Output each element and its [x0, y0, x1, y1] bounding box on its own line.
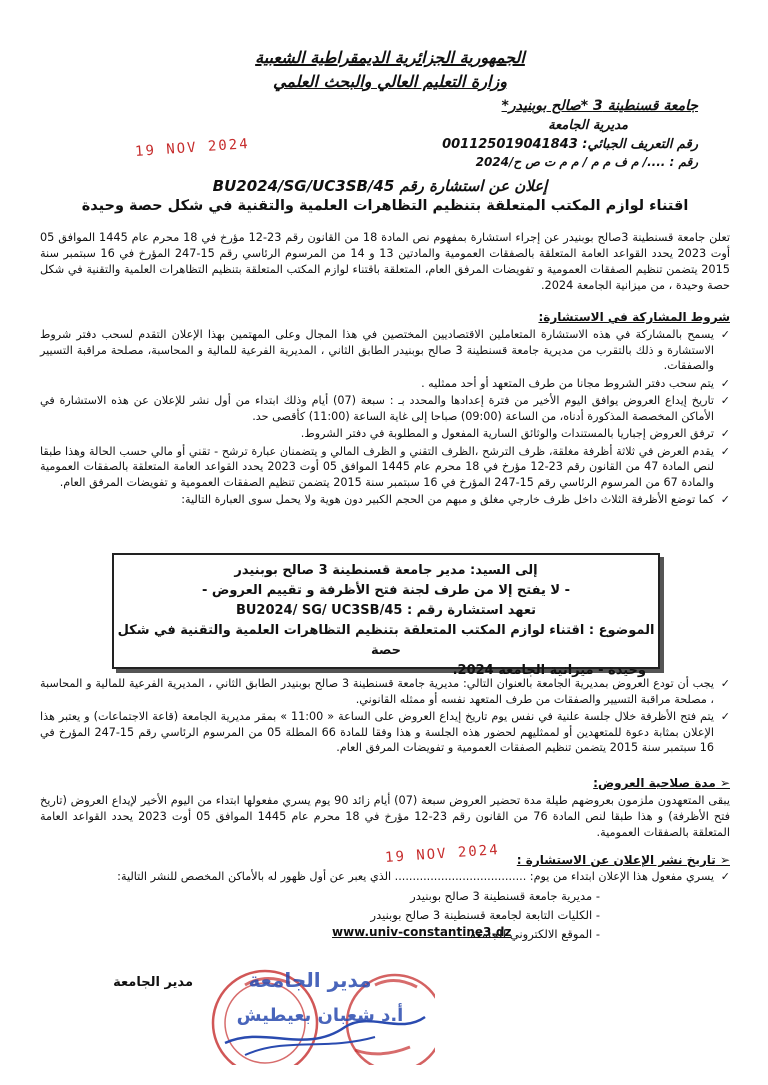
publication-place: - الكليات التابعة لجامعة قسنطينة 3 صالح بوبنيدر	[370, 907, 600, 922]
publication-places	[40, 887, 600, 944]
publication-text: ✓ يسري مفعول هذا الإعلان ابتداء من يوم: ..................................... الذي يعبر عن أول ظهور له بالأماكن المخصص للنشر التالية:	[117, 870, 730, 883]
seal-icon	[205, 955, 435, 1065]
republic-header: الجمهورية الجزائرية الديمقراطية الشعبية	[255, 48, 525, 67]
check-icon: ✓	[720, 376, 730, 390]
svg-text:أ.د شعبان بعيطيش: أ.د شعبان بعيطيش	[236, 1005, 404, 1026]
publication-place: - مديرية جامعة قسنطينة 3 صالح بوبنيدر	[410, 888, 600, 903]
official-stamp-signature	[205, 955, 435, 1065]
university-name: جامعة قسنطينة 3 *صالح بوبنيدر*	[501, 98, 698, 114]
envelope-subject-cont: وحيدة - ميزانية الجامعة 2024.	[452, 663, 646, 678]
envelope-subject: الموضوع : اقتناء لوازم المكتب المتعلقة بتنظيم التظاهرات العلمية والتقنية في شكل حصة	[117, 623, 655, 658]
deposit-section	[40, 676, 730, 758]
envelope-label-box	[112, 553, 660, 678]
deposit-item: ✓ يتم فتح الأظرفة خلال جلسة علنية في نفس يوم تاريخ إيداع العروض على الساعة « 11:00 » بمقر مديرية الجامعة (قاعة الاجتماعات) و يعتبر هذا الإعلان بمثابة دعوة للمتعهدين أو لممثليهم لحضور هذه الجلسة و هذا وفقا للمادة 66 المطلة 05 من المرسوم الرئاسي رقم 15-247 المؤرخ في 16 سبتمبر سنة 2015 يتضمن تنظيم الصفقات العمومية و تفويضات المرفق العام.	[40, 710, 730, 754]
check-icon: ✓	[720, 394, 730, 407]
arrow-icon: ➢	[715, 776, 730, 790]
check-icon: ✓	[720, 710, 730, 723]
date-stamp-top: 19 NOV 2024	[134, 136, 251, 160]
condition-item: ✓ كما توضع الأظرفة الثلاث داخل ظرف خارجي مغلق و مبهم من الحجم الكبير دون هوية ولا يحمل سوى العبارة التالية:	[181, 493, 730, 506]
tax-id: رقم التعريف الجبائي: 001125019041843	[442, 137, 698, 152]
condition-item: ✓ يسمح بالمشاركة في هذه الاستشارة المتعاملين الاقتصاديين المختصين في هذا المجال وعلى المهتمين بهذا الإعلان التقدم لسحب دفتر شروط الاستشارة و ذلك بالتقرب من مديرية جامعة قسنطينة 3 صالح بوبنيدر الطابق الثاني ، المديرية الفرعية للمالية و المحاسبة، مصلحة مراقبة التسيير والصفقات.	[40, 328, 730, 372]
conditions-heading: شروط المشاركة في الاستشارة:	[538, 310, 730, 324]
signature-label: مدير الجامعة	[113, 975, 193, 990]
validity-text: يبقى المتعهدون ملزمون بعروضهم طيلة مدة تحضير العروض سبعة (07) أيام زائد 90 يوم يسري مفعولها ابتداء من اليوم الأخير لإيداع العروض (تاريخ فتح الأظرفة) و هذا طبقا لنص المادة 76 من القانون رقم 23-12 مؤرخ في 18 محرم عام 1445 الموافق 05 أوت 2023 يحدد القواعد العامة المتعلقة بالصفقات العمومية.	[40, 794, 731, 839]
intro-paragraph: تعلن جامعة قسنطينة 3صالح بوبنيدر عن إجراء استشارة بمفهوم نص المادة 18 من القانون رقم 23-12 مؤرخ في 18 محرم عام 1445 الموافق 05 أوت 2023 يحدد القواعد العامة المتعلقة بالصفقات العمومية والمادتين 13 و 14 من المرسوم الرئاسي رقم 15-247 المؤرخ في 16 سبتمبر سنة 2015 يتضمن تنظيم الصفقات العمومية و تفويضات المرفق العام، المتعلقة باقتناء لوازم المكتب المتعلقة بتنظيم التظاهرات العلمية والتقنية في شكل حصة وحيدة ، من ميزانية الجامعة 2024.	[40, 231, 731, 292]
envelope-addressee: إلى السيد: مدير جامعة قسنطينة 3 صالح بوبنيدر	[234, 563, 538, 578]
ministry-header: وزارة التعليم العالي والبحث العلمي	[273, 72, 507, 91]
check-icon: ✓	[720, 427, 730, 440]
envelope-warning: - لا يفتح إلا من طرف لجنة فتح الأظرفة و تقييم العروض -	[202, 583, 570, 598]
arrow-icon: ➢	[715, 853, 730, 867]
university-website-link[interactable]: www.univ-constantine3.dz	[332, 925, 512, 939]
check-icon: ✓	[720, 677, 730, 690]
reference-number: رقم : ..../ م ف م م / م م ت ص ح/2024	[475, 155, 698, 169]
condition-item: ✓ يقدم العرض في ثلاثة أظرفة مغلقة، ظرف الترشح ،الظرف التقني و الظرف المالي و يتضمنان عبارة ترشح - تقني أو مالي حسب الحالة وهذا طبقا لنص المادة 47 من القانون رقم 23-12 مؤرخ في 18 محرم عام 1445 الموافق 05 أوت 2023 يحدد القواعد العامة المتعلقة بالصفقات العمومية والمادة 67 من المرسوم الرئاسي رقم 15-247 المؤرخ في 16 سبتمبر سنة 2015 يتضمن تنظيم الصفقات العمومية و تفويضات المرفق العام.	[40, 444, 730, 489]
directorate-name: مديرية الجامعة	[548, 118, 628, 133]
deposit-list	[40, 676, 730, 756]
validity-section	[40, 776, 730, 841]
announcement-title: إعلان عن استشارة رقم BU2024/SG/UC3SB/45	[212, 177, 548, 195]
announcement-subject: اقتناء لوازم المكتب المتعلقة بتنظيم التظاهرات العلمية والتقنية في شكل حصة وحيدة	[81, 198, 689, 214]
condition-item: ✓ تاريخ إيداع العروض يوافق اليوم الأخير من فترة إعدادها والمحدد بـ : سبعة (07) أيام وذلك ابتداء من أول نشر للإعلان عن هذه الاستشارة في الأماكن المخصصة المذكورة أدناه، من الساعة (09:00) صباحا إلى غاية الساعة (11:00) كأقصى حد.	[40, 394, 730, 423]
check-icon: ✓	[720, 328, 730, 341]
envelope-reference: تعهد استشارة رقم : BU2024/ SG/ UC3SB/45	[235, 603, 537, 618]
check-icon: ✓	[720, 493, 730, 506]
deposit-item: ✓ يجب أن تودع العروض بمديرية الجامعة بالعنوان التالي: مديرية جامعة قسنطينة 3 صالح بوبنيدر الطابق الثاني ، المديرية الفرعية للمالية و المحاسبة ، مصلحة مراقبة التسيير والصفقات من طرف المتعهد نفسه أو ممثله القانوني.	[40, 677, 730, 706]
check-icon: ✓	[720, 870, 730, 883]
conditions-section	[40, 310, 730, 510]
publication-place: - الموقع الالكتروني للجامعة	[470, 926, 600, 941]
condition-item: ✓ ترفق العروض إجباريا بالمستندات والوثائق السارية المفعول و المطلوبة في دفتر الشروط.	[300, 427, 730, 440]
publication-heading: ➢ تاريخ نشر الإعلان عن الاستشارة :	[516, 853, 730, 867]
conditions-list	[40, 327, 730, 508]
date-stamp-bottom: 19 NOV 2024	[384, 842, 501, 866]
validity-heading: ➢ مدة صلاحية العروض:	[593, 776, 730, 790]
svg-text:مدير الجامعة: مدير الجامعة	[248, 968, 372, 992]
condition-item: ✓ يتم سحب دفتر الشروط مجانا من طرف المتعهد أو أحد ممثليه .	[421, 376, 730, 390]
check-icon: ✓	[720, 444, 730, 458]
